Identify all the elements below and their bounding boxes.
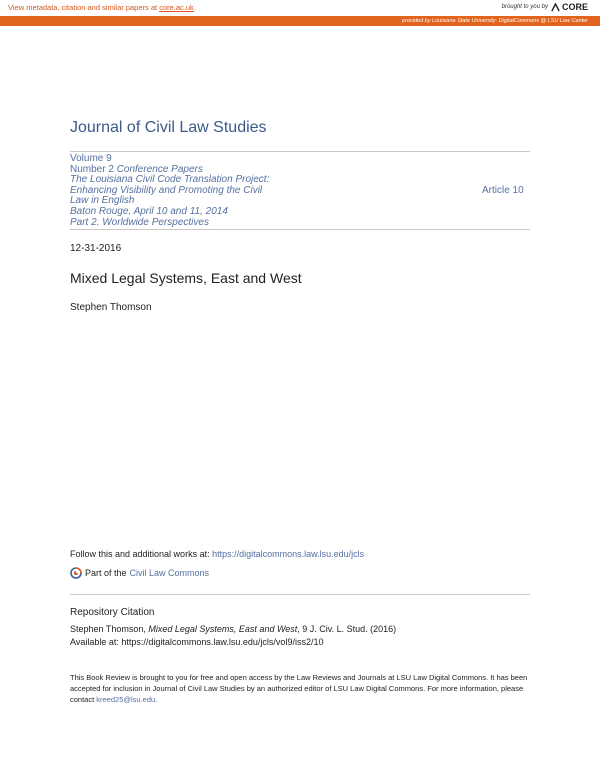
brought-by — [502, 2, 588, 12]
contact-email-link[interactable]: kreed25@lsu.edu — [96, 695, 156, 704]
conference-location: Baton Rouge, April 10 and 11, 2014 — [70, 205, 228, 217]
follow-text: Follow this and additional works at: — [70, 549, 213, 559]
core-label: CORE — [561, 2, 588, 12]
core-logo-icon — [551, 3, 560, 12]
volume[interactable]: Volume 9 — [70, 153, 112, 164]
journal-title[interactable]: Journal of Civil Law Studies — [70, 119, 267, 136]
civil-law-commons-link[interactable]: Civil Law Commons — [129, 568, 210, 578]
divider-bottom — [70, 229, 530, 230]
provider-bar — [0, 16, 600, 26]
project-line-3: Law in English — [70, 195, 135, 207]
access-notice: This Book Review is brought to you for free and open access by the Law Reviews and Journals at LSU Law Digital Commons. It has been accepted for inclusion in Journal of Civil Law Studies by an authorized editor of LSU Law Digital Commons. For more information, please contact kreed25@lsu.edu. — [70, 673, 528, 704]
project-line-2: Enhancing Visibility and Promoting the Civil — [70, 184, 263, 196]
core-link[interactable]: core.ac.uk — [159, 3, 194, 12]
issue-number[interactable]: Number 2 Conference Papers — [70, 163, 203, 175]
citation-available: Available at: https://digitalcommons.law.lsu.edu/jcls/vol9/iss2/10 — [70, 637, 324, 647]
metadata-notice — [8, 3, 194, 12]
publication-date: 12-31-2016 — [70, 243, 122, 254]
volume-block — [70, 154, 330, 228]
notice-text: This Book Review is brought to you for free and open access by the Law Reviews and Journals at LSU Law Digital Commons. It has been accepted for inclusion in Journal of Civil Law Studies by an authorized editor of LSU Law Digital Commons. For more information, please contact — [70, 673, 528, 704]
article-number[interactable]: Article 10 — [482, 185, 524, 196]
top-metadata-bar — [0, 0, 600, 16]
paper-author: Stephen Thomson — [70, 302, 152, 313]
metadata-prefix: View metadata, citation and similar papers at — [8, 3, 160, 12]
paper-title: Mixed Legal Systems, East and West — [70, 270, 302, 286]
core-logo[interactable] — [551, 2, 588, 12]
divider-citation — [70, 594, 530, 595]
project-line-1: The Louisiana Civil Code Translation Project: — [70, 174, 270, 186]
bepress-commons-icon — [70, 567, 82, 579]
brought-by-text: brought to you by — [501, 4, 548, 10]
follow-line — [70, 549, 364, 559]
follow-url-link[interactable]: https://digitalcommons.law.lsu.edu/jcls — [212, 549, 365, 559]
part-of-text: Part of the — [85, 568, 127, 578]
conference-part: Part 2. Worldwide Perspectives — [70, 216, 209, 228]
repository-citation-heading: Repository Citation — [70, 607, 155, 618]
provided-by: provided by Louisiana State University: DigitalCommons @ LSU Law Center — [402, 17, 588, 24]
part-of-line — [70, 567, 209, 579]
citation-block — [70, 623, 530, 649]
citation-text: Stephen Thomson, Mixed Legal Systems, East and West, 9 J. Civ. L. Stud. (2016) — [70, 624, 397, 634]
divider-top — [70, 151, 530, 152]
